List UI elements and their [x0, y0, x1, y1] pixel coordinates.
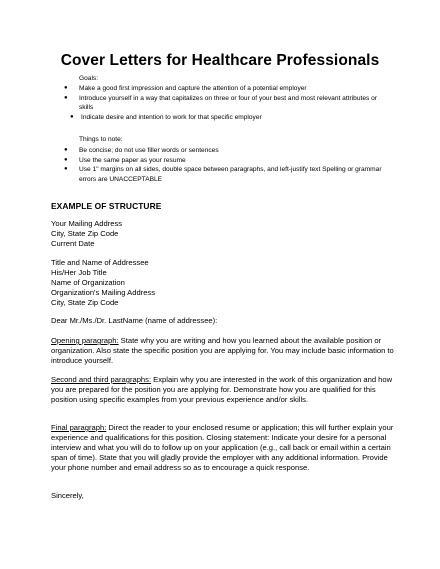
opening-paragraph: [51, 336, 396, 366]
paragraph-text: Explain why you are interested in the work of this organization and how you are prepared for the position you are applying for. Demonstrate how you are qualified for this position using specific examples from your previous experience and/or skills.: [51, 375, 393, 404]
date-line: Current Date: [51, 238, 95, 248]
goal-text: Indicate desire and intention to work for that specific employer: [81, 113, 262, 121]
paragraph-text: Direct the reader to your enclosed resume or application; this will further explain your experience and qualifications for this position. Closing statement: Indicate your desire for a personal interview and what you will do to follow up on your application (e.g., call back or email within a certain span of time). State that you will gladly provide the employer with any additional information. Provide your phone number and email address so as to encourage a quick response.: [51, 423, 394, 472]
list-item: [64, 84, 384, 94]
address-line: Your Mailing Address: [51, 219, 123, 228]
sender-address: [51, 219, 396, 249]
page-title: Cover Letters for Healthcare Professionals: [60, 52, 380, 69]
bullet-icon: ●: [64, 147, 68, 153]
list-item: [64, 94, 384, 113]
address-line: Title and Name of Addressee: [51, 258, 149, 267]
address-line: City, State Zip Code: [51, 297, 119, 307]
goals-list: [64, 84, 384, 122]
salutation: Dear Mr./Ms./Dr. LastName (name of addressee):: [51, 316, 218, 325]
recipient-address: [51, 258, 396, 308]
bullet-icon: ●: [64, 94, 68, 101]
list-item: [64, 146, 384, 156]
note-text: Use the same paper as your resume: [79, 156, 186, 164]
goals-heading: Goals:: [79, 75, 99, 82]
paragraph-text: State why you are writing and how you learned about the available position or organization. Also state the specific position you are applying for. You may include basic information to introduce yourself.: [51, 336, 394, 365]
bullet-icon: ●: [70, 113, 74, 120]
goal-text: Make a good first impression and capture the attention of a potential employer: [79, 85, 307, 92]
address-line: His/Her Job Title: [51, 267, 107, 277]
paragraph-label: Final paragraph:: [51, 423, 107, 432]
note-text: Use 1" margins on all sides, double space between paragraphs, and left-justify text Spelling or grammar errors are UNACCEPTABLE: [79, 166, 382, 183]
goal-text: Introduce yourself in a way that capitalizes on three or four of your best and most relevant attributes or skills: [79, 94, 377, 112]
list-item: [64, 156, 384, 166]
list-item: [64, 165, 384, 184]
address-line: Organization's Mailing Address: [51, 287, 156, 297]
body-paragraph: [51, 375, 396, 405]
bullet-icon: ●: [64, 85, 68, 91]
notes-list: [64, 146, 384, 184]
address-line: City, State Zip Code: [51, 228, 119, 238]
bullet-icon: ●: [64, 156, 68, 163]
address-line: Name of Organization: [51, 277, 125, 287]
note-text: Be concise; do not use filler words or sentences: [79, 147, 219, 154]
list-item: [64, 113, 384, 123]
final-paragraph: [51, 423, 396, 473]
closing: Sincerely,: [51, 491, 84, 500]
example-heading: EXAMPLE OF STRUCTURE: [51, 201, 162, 211]
paragraph-label: Opening paragraph:: [51, 336, 119, 345]
paragraph-label: Second and third paragraphs:: [51, 375, 152, 384]
bullet-icon: ●: [64, 166, 68, 173]
notes-heading: Things to note:: [79, 136, 123, 143]
